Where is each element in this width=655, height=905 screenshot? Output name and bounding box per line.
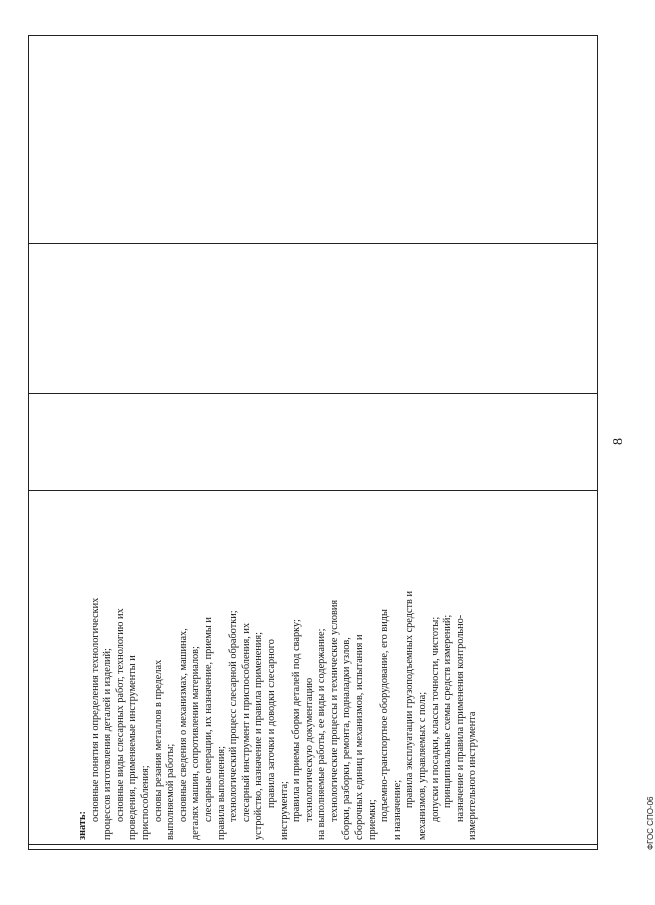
text-line: слесарный инструмент и приспособления, их (240, 622, 252, 823)
text-line: правила и приемы сборки деталей под сварку; (291, 619, 303, 823)
text-line: технологический процесс слесарной обработки; (228, 610, 240, 823)
text-line: назначение и правила применения контрольно- (454, 614, 466, 823)
footer-label: ФГОС СПО-06 (646, 796, 655, 850)
knowledge-text (77, 490, 480, 840)
requirements-table (28, 35, 598, 850)
text-line: процессов изготовления деталей и изделий; (102, 648, 114, 841)
text-line: и назначение; (391, 779, 403, 841)
text-line: основные понятия и определения технологических (89, 597, 101, 823)
table-column-competencies (29, 36, 597, 243)
text-line: основные виды слесарных работ, технологию их (114, 608, 126, 823)
text-line: механизмов, управляемых с пола; (417, 691, 429, 841)
text-line: проведения, применяемые инструменты и (127, 655, 139, 841)
text-line: приспособления; (139, 765, 151, 841)
page-number: 8 (611, 438, 626, 445)
table-column-knowledge (29, 490, 597, 844)
text-line: измерительного инструмента (467, 711, 479, 841)
text-line: принципиальные схемы средств измерений; (442, 614, 454, 809)
text-line: выполняемой работы; (165, 743, 177, 841)
text-line: допуски и посадки, классы точности, чистоты; (429, 616, 441, 823)
text-line: слесарные операции, их назначение, приемы и (202, 617, 214, 823)
text-line: на выполняемые работы, ее виды и содержание; (316, 628, 328, 841)
text-line: правила выполнения; (215, 745, 227, 841)
table-column-index (29, 844, 597, 849)
text-line: инструмента; (278, 781, 290, 841)
text-line: устройство, назначение и правила применения; (253, 632, 265, 841)
text-line: сборки, разборки, ремонта, подналадки узлов, (341, 637, 353, 841)
text-line: правила заточки и доводки слесарного (265, 639, 277, 809)
table-column-hours (29, 393, 597, 490)
text-line: технологические процессы и технические условия (328, 599, 340, 823)
text-line: технологическую документацию (303, 677, 315, 823)
text-line: приемки; (366, 799, 378, 841)
text-line: основы резания металлов в пределах (152, 659, 164, 823)
text-line: правила эксплуатации грузоподъемных средств и (404, 591, 416, 809)
text-line: основные сведения о механизмах, машинах, (177, 628, 189, 823)
text-line: знать: (77, 811, 88, 841)
text-line: подъемно-транспортное оборудование, его виды (379, 609, 391, 823)
text-line: деталях машин, сопротивлении материалов; (190, 646, 202, 841)
table-column-disciplines (29, 244, 597, 394)
rotated-content (28, 35, 655, 850)
text-line: сборочных единиц и механизмов, испытания и (354, 634, 366, 841)
